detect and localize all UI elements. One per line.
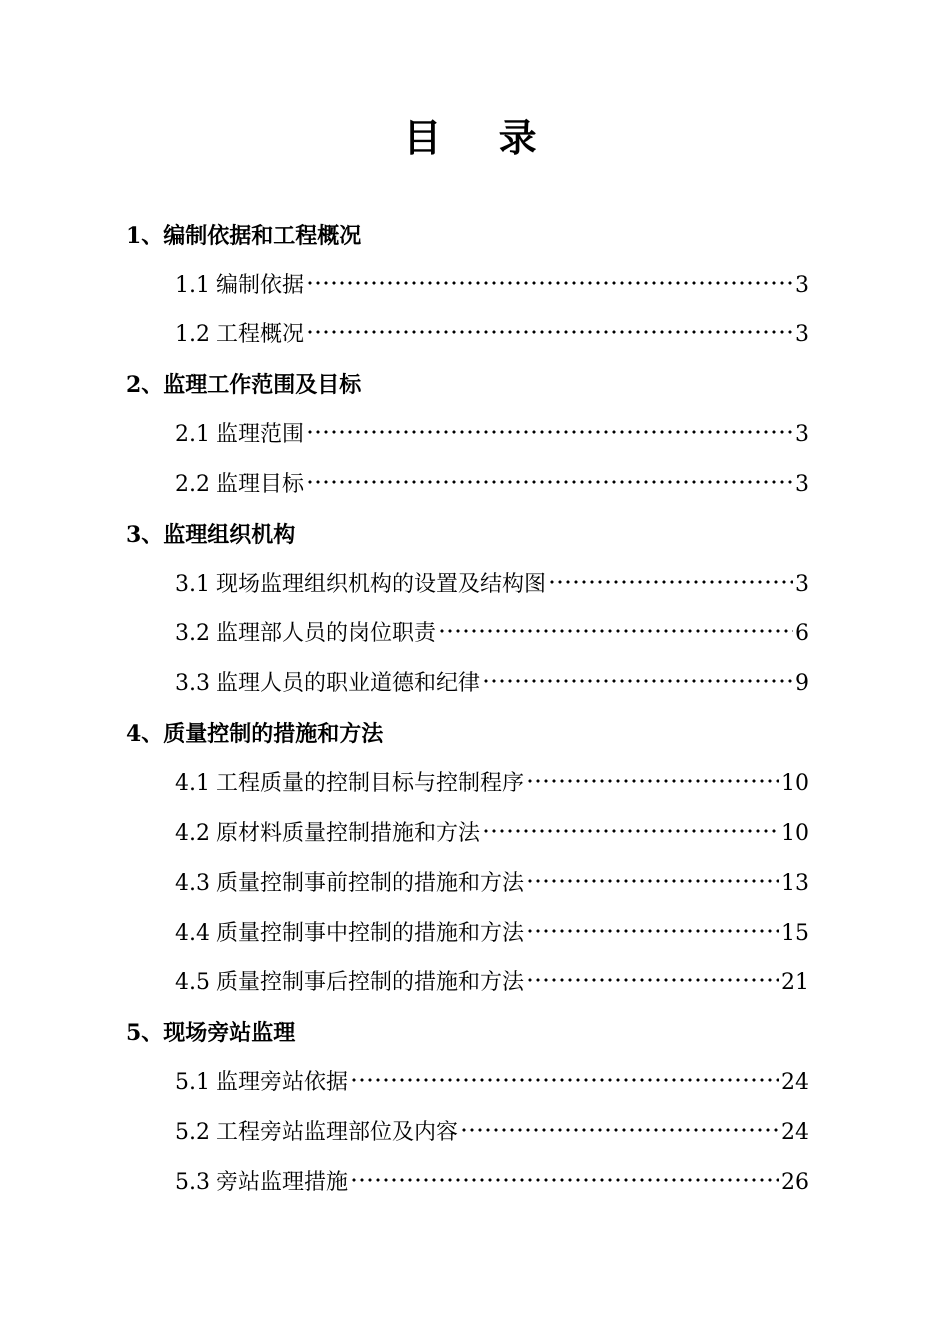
toc-entry[interactable] [175,312,809,358]
entry-number: 3.1 [175,572,210,597]
dot-leader [548,579,793,585]
entry-label: 原材料质量控制措施和方法 [216,821,481,846]
entry-number: 4.3 [175,871,210,896]
entry-page-number: 9 [795,671,809,696]
entry-number: 1.2 [175,322,210,347]
entry-number: 4.1 [175,771,210,796]
dot-leader [350,1177,779,1183]
entry-page-number: 10 [781,821,809,846]
toc-entry[interactable] [175,1110,809,1156]
dot-leader [482,828,779,834]
entry-label: 工程旁站监理部位及内容 [216,1120,459,1145]
toc-entry[interactable] [175,661,809,707]
toc-entry[interactable] [175,811,809,857]
entry-number: 3.3 [175,671,210,696]
entry-number: 2.1 [175,422,210,447]
entry-label: 工程概况 [216,322,305,347]
toc-entry[interactable] [175,960,809,1006]
entry-label: 监理范围 [216,422,305,447]
section-heading[interactable]: 5、现场旁站监理 [126,1020,296,1046]
section-heading[interactable]: 4、质量控制的措施和方法 [126,721,384,747]
entry-label: 监理目标 [216,472,305,497]
entry-number: 3.2 [175,621,210,646]
dot-leader [306,429,793,435]
page-title: 目 录 [403,115,559,160]
section-heading[interactable]: 1、编制依据和工程概况 [126,223,362,249]
toc-entry[interactable] [175,1060,809,1106]
entry-number: 4.5 [175,970,210,995]
entry-label: 现场监理组织机构的设置及结构图 [216,572,547,597]
entry-page-number: 3 [795,273,809,298]
toc-entry[interactable] [175,462,809,508]
dot-leader [526,778,779,784]
entry-page-number: 13 [781,871,809,896]
section-heading[interactable]: 2、监理工作范围及目标 [126,372,362,398]
entry-label: 编制依据 [216,273,305,298]
entry-page-number: 3 [795,472,809,497]
entry-page-number: 3 [795,572,809,597]
entry-label: 监理旁站依据 [216,1070,349,1095]
dot-leader [350,1077,779,1083]
entry-label: 质量控制事后控制的措施和方法 [216,970,525,995]
toc-entry[interactable] [175,263,809,309]
entry-page-number: 6 [795,621,809,646]
entry-page-number: 24 [781,1070,809,1095]
entry-page-number: 24 [781,1120,809,1145]
entry-page-number: 21 [781,970,809,995]
entry-label: 质量控制事前控制的措施和方法 [216,871,525,896]
entry-number: 5.2 [175,1120,210,1145]
entry-label: 监理部人员的岗位职责 [216,621,437,646]
entry-page-number: 26 [781,1170,809,1195]
dot-leader [460,1127,779,1133]
entry-label: 质量控制事中控制的措施和方法 [216,921,525,946]
entry-label: 监理人员的职业道德和纪律 [216,671,481,696]
toc-entry[interactable] [175,761,809,807]
dot-leader [306,329,793,335]
entry-number: 5.3 [175,1170,210,1195]
entry-number: 1.1 [175,273,210,298]
entry-number: 2.2 [175,472,210,497]
entry-page-number: 3 [795,422,809,447]
entry-label: 工程质量的控制目标与控制程序 [216,771,525,796]
dot-leader [438,628,793,634]
entry-page-number: 15 [781,921,809,946]
toc-entry[interactable] [175,861,809,907]
dot-leader [526,878,779,884]
toc-entry[interactable] [175,562,809,608]
toc-entry[interactable] [175,1160,809,1206]
entry-label: 旁站监理措施 [216,1170,349,1195]
section-heading[interactable]: 3、监理组织机构 [126,522,296,548]
dot-leader [526,977,779,983]
entry-number: 4.4 [175,921,210,946]
entry-number: 4.2 [175,821,210,846]
entry-number: 5.1 [175,1070,210,1095]
entry-page-number: 10 [781,771,809,796]
entry-page-number: 3 [795,322,809,347]
dot-leader [306,280,793,286]
dot-leader [526,928,779,934]
toc-entry[interactable] [175,611,809,657]
toc-entry[interactable] [175,911,809,957]
dot-leader [482,678,793,684]
dot-leader [306,479,793,485]
toc-entry[interactable] [175,412,809,458]
